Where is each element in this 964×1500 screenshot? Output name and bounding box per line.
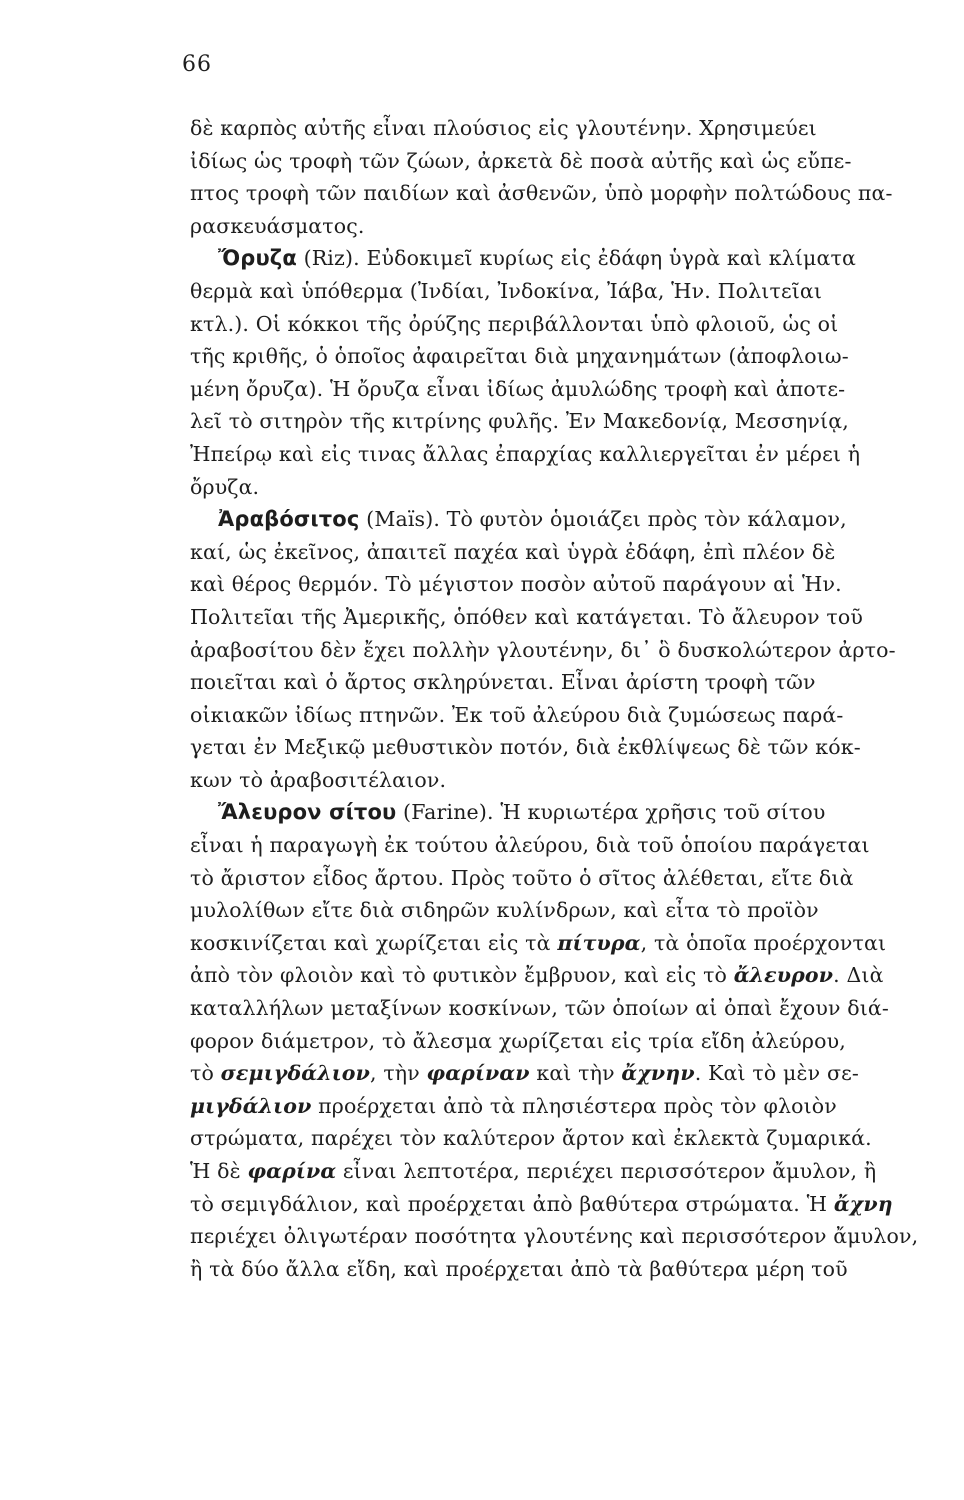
text-segment: περιέχει ὀλιγωτέραν ποσότητα γλουτένης καὶ περισσότερον ἄμυλον, [190, 1224, 919, 1249]
text-line [190, 112, 945, 145]
text-line [190, 1155, 945, 1188]
text-segment: εἶναι ἡ παραγωγὴ ἐκ τούτου ἀλεύρου, διὰ τοῦ ὁποίου παράγεται [190, 833, 870, 858]
text-line [190, 503, 945, 536]
text-line [190, 1188, 945, 1221]
italic-term: ἄχνην [621, 1061, 695, 1086]
text-line [190, 731, 945, 764]
text-line [190, 177, 945, 210]
text-segment: (Farine). Ἡ κυριωτέρα χρῆσις τοῦ σίτου [396, 800, 826, 825]
text-line [190, 242, 945, 275]
text-line [190, 536, 945, 569]
text-line [190, 471, 945, 504]
text-line [190, 764, 945, 797]
text-segment: καὶ θέρος θερμόν. Τὸ μέγιστον ποσὸν αὐτοῦ παράγουν αἱ Ἡν. [190, 572, 842, 597]
text-segment: Πολιτεῖαι τῆς Ἀμερικῆς, ὁπόθεν καὶ κατάγεται. Τὸ ἄλευρον τοῦ [190, 604, 863, 629]
text-segment: . Καὶ τὸ μὲν σε- [694, 1061, 859, 1086]
italic-term: ἄχνη [833, 1191, 893, 1216]
italic-term: μιγδάλιον [190, 1093, 312, 1118]
text-segment: , τὴν [369, 1061, 427, 1086]
text-line [190, 601, 945, 634]
text-segment: στρώματα, παρέχει τὸν καλύτερον ἄρτον καὶ ἐκλεκτὰ ζυμαρικά. [190, 1126, 872, 1151]
text-line [190, 862, 945, 895]
text-line [190, 1057, 945, 1090]
text-line [190, 992, 945, 1025]
text-segment: ὄρυζα. [190, 474, 260, 499]
section-heading: Ἀραβόσιτος [218, 507, 360, 532]
italic-term: φαρίνα [247, 1159, 337, 1183]
text-segment: ἀραβοσίτου δὲν ἔχει πολλὴν γλουτένην, δι᾽ ὃ δυσκολώτερον ἀρτο- [190, 637, 896, 662]
text-segment: τῆς κριθῆς, ὁ ὁποῖος ἀφαιρεῖται διὰ μηχανημάτων (ἀποφλοιω- [190, 344, 849, 369]
text-line [190, 568, 945, 601]
text-segment: (Riz). Εὐδοκιμεῖ κυρίως εἰς ἐδάφη ὑγρὰ καὶ κλίματα [296, 246, 856, 271]
text-segment: τὸ [190, 1061, 221, 1086]
text-segment: τὸ ἄριστον εἶδος ἄρτου. Πρὸς τοῦτο ὁ σῖτος ἀλέθεται, εἴτε διὰ [190, 865, 854, 890]
text-line [190, 1025, 945, 1058]
text-line [190, 1090, 945, 1123]
text-segment: ποιεῖται καὶ ὁ ἄρτος σκληρύνεται. Εἶναι ἀρίστη τροφὴ τῶν [190, 670, 816, 695]
text-line [190, 959, 945, 992]
section-heading: Ὄρυζα [218, 246, 297, 271]
text-segment: καταλλήλων μεταξίνων κοσκίνων, τῶν ὁποίων αἱ ὀπαὶ ἔχουν διά- [190, 996, 889, 1021]
italic-term: σεμιγδάλιον [220, 1061, 370, 1086]
text-segment: λεῖ τὸ σιτηρὸν τῆς κιτρίνης φυλῆς. Ἐν Μακεδονίᾳ, Μεσσηνίᾳ, [190, 409, 849, 434]
text-line [190, 927, 945, 960]
text-line [190, 340, 945, 373]
text-segment: . Διὰ [833, 963, 884, 988]
text-segment: φορον διάμετρον, τὸ ἄλεσμα χωρίζεται εἰς τρία εἴδη ἀλεύρου, [190, 1028, 846, 1053]
text-segment: , τὰ ὁποῖα προέρχονται [640, 930, 887, 955]
text-line [190, 438, 945, 471]
text-segment: Ἠπείρῳ καὶ εἰς τινας ἄλλας ἐπαρχίας καλλιεργεῖται ἐν μέρει ἡ [190, 441, 861, 466]
text-line [190, 308, 945, 341]
text-line [190, 666, 945, 699]
italic-term: φαρίναν [426, 1061, 530, 1086]
text-line [190, 373, 945, 406]
text-line [190, 210, 945, 243]
text-line [190, 1122, 945, 1155]
text-line [190, 275, 945, 308]
text-line [190, 145, 945, 178]
text-line [190, 405, 945, 438]
text-line [190, 894, 945, 927]
text-segment: κοσκινίζεται καὶ χωρίζεται εἰς τὰ [190, 930, 558, 955]
text-segment: δὲ καρπὸς αὐτῆς εἶναι πλούσιος εἰς γλουτένην. Χρησιμεύει [190, 116, 817, 140]
text-segment: πτος τροφὴ τῶν παιδίων καὶ ἀσθενῶν, ὑπὸ μορφὴν πολτώδους πα- [190, 181, 893, 206]
page-number: 66 [182, 52, 212, 77]
body-text [190, 112, 945, 1285]
italic-term: ἄλευρον [733, 963, 834, 988]
text-segment: (Maïs). Τὸ φυτὸν ὁμοιάζει πρὸς τὸν κάλαμον, [359, 507, 847, 532]
text-segment: καὶ τὴν [529, 1061, 622, 1086]
text-line [190, 634, 945, 667]
italic-term: πίτυρα [557, 930, 641, 955]
text-line [190, 796, 945, 829]
text-segment: καί, ὡς ἐκεῖνος, ἀπαιτεῖ παχέα καὶ ὑγρὰ ἐδάφη, ἐπὶ πλέον δὲ [190, 539, 836, 564]
section-heading: Ἄλευρον σίτου [218, 800, 397, 825]
text-segment: μένη ὄρυζα). Ἡ ὄρυζα εἶναι ἰδίως ἀμυλώδης τροφὴ καὶ ἀποτε- [190, 376, 846, 401]
text-line [190, 1220, 945, 1253]
text-segment: τὸ σεμιγδάλιον, καὶ προέρχεται ἀπὸ βαθύτερα στρώματα. Ἡ [190, 1191, 834, 1216]
text-segment: ἀπὸ τὸν φλοιὸν καὶ τὸ φυτικὸν ἔμβρυον, καὶ εἰς τὸ [190, 963, 734, 988]
text-line [190, 829, 945, 862]
text-segment: Ἡ δὲ [190, 1159, 248, 1183]
text-line [190, 1253, 945, 1286]
text-segment: ἰδίως ὡς τροφὴ τῶν ζώων, ἀρκετὰ δὲ ποσὰ αὐτῆς καὶ ὡς εὔπε- [190, 148, 852, 173]
text-segment: θερμὰ καὶ ὑπόθερμα (Ἰνδίαι, Ἰνδοκίνα, Ἰάβα, Ἡν. Πολιτεῖαι [190, 278, 823, 303]
text-segment: κων τὸ ἀραβοσιτέλαιον. [190, 767, 447, 792]
text-segment: εἶναι λεπτοτέρα, περιέχει περισσότερον ἄμυλον, ἢ [336, 1159, 877, 1183]
text-segment: κτλ.). Οἱ κόκκοι τῆς ὀρύζης περιβάλλονται ὑπὸ φλοιοῦ, ὡς οἱ [190, 311, 839, 336]
text-segment: γεται ἐν Μεξικῷ μεθυστικὸν ποτόν, διὰ ἐκθλίψεως δὲ τῶν κόκ- [190, 735, 861, 760]
text-segment: μυλολίθων εἴτε διὰ σιδηρῶν κυλίνδρων, καὶ εἶτα τὸ προϊὸν [190, 898, 819, 923]
text-segment: ρασκευάσματος. [190, 213, 365, 238]
text-line [190, 699, 945, 732]
text-segment: ἢ τὰ δύο ἄλλα εἴδη, καὶ προέρχεται ἀπὸ τὰ βαθύτερα μέρη τοῦ [190, 1256, 848, 1281]
text-segment: προέρχεται ἀπὸ τὰ πλησιέστερα πρὸς τὸν φλοιὸν [311, 1093, 837, 1118]
text-segment: οἰκιακῶν ἰδίως πτηνῶν. Ἐκ τοῦ ἀλεύρου διὰ ζυμώσεως παρά- [190, 702, 844, 727]
